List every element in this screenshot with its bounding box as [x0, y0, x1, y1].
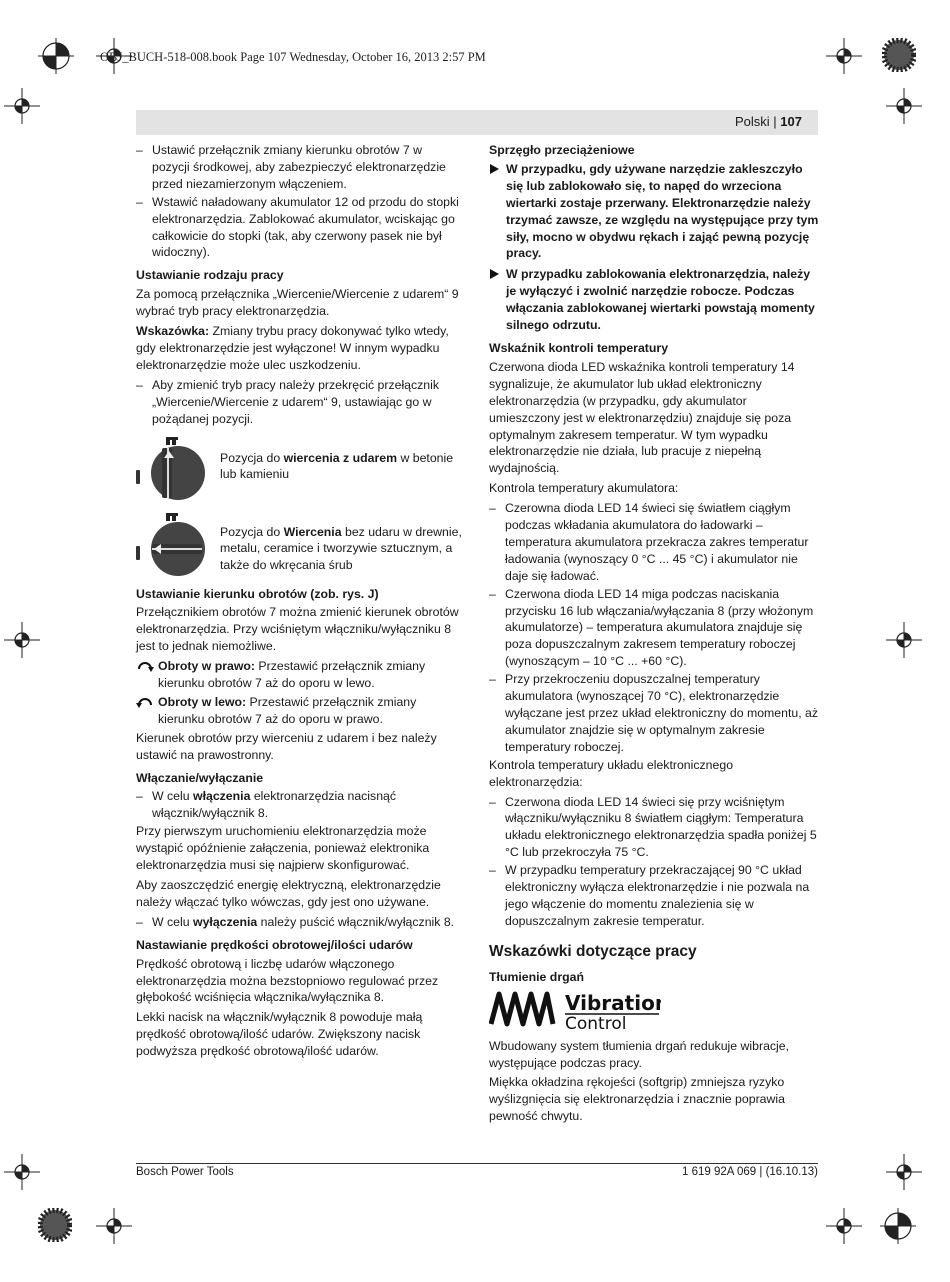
paragraph: Prędkość obrotową i liczbę udarów włączonego elektronarzędzia można bezstopniowo regulować przez głębokość wciśnięcia włącznika/wyłącznika 8.: [136, 956, 439, 1005]
registration-mark-right-upper: [886, 88, 922, 124]
svg-text:Vibration: Vibration: [565, 990, 661, 1015]
arrow-bullet-icon: [490, 164, 499, 174]
dial-drill-text: Pozycja do Wiercenia bez udaru w drewnie, metalu, ceramice i tworzywie sztucznym, a także do wkręcania śrub: [220, 524, 462, 573]
footer-brand: Bosch Power Tools: [136, 1166, 234, 1178]
arrow-bullet-icon: [490, 269, 499, 279]
section-heading: Tłumienie drgań: [489, 969, 584, 984]
registration-mark-bottom-far-right: [880, 1208, 916, 1244]
header-language: Polski: [735, 114, 770, 129]
paragraph: Przełącznikiem obrotów 7 można zmienić kierunek obrotów elektronarzędzia. Przy wciśniętym włączniku/wyłączniku 8 jest to jednak niemożliwe.: [136, 605, 459, 654]
section-heading: Włączanie/wyłączanie: [136, 770, 264, 785]
registration-mark-bottom-center: [96, 1208, 132, 1244]
section-heading: Nastawianie prędkości obrotowej/ilości udarów: [136, 937, 413, 952]
dial-drill-icon: [136, 512, 216, 580]
registration-mark-right-lower: [886, 1154, 922, 1190]
paragraph: Lekki nacisk na włącznik/wyłącznik 8 powoduje małą prędkość obrotową/ilość udarów. Zwiększony nacisk podwyższa prędkość obrotową/ilość udarów.: [136, 1010, 423, 1059]
registration-mark-left-lower: [4, 1154, 40, 1190]
page-number: 107: [780, 114, 802, 129]
section-heading: Ustawianie kierunku obrotów (zob. rys. J): [136, 586, 379, 601]
paragraph: Za pomocą przełącznika „Wiercenie/Wiercenie z udarem“ 9 wybrać tryb pracy elektronarzędzia.: [136, 287, 459, 319]
star-target-top-right: [882, 38, 916, 72]
registration-mark-top-right: [826, 38, 862, 74]
footer-rule: [136, 1163, 818, 1164]
paragraph: Kontrola temperatury układu elektronicznego elektronarzędzia:: [489, 757, 734, 789]
section-heading: Wskaźnik kontroli temperatury: [489, 340, 669, 355]
list-item: – Czerwona dioda LED 14 świeci się przy wciśniętym włączniku/wyłączniku 8 światłem ciągłym: Temperatura układu elektronicznego elektronarzędzia spadła poniżej 5 °C lub przekroczyła 75 °C.: [489, 794, 819, 862]
svg-text:Control: Control: [565, 1013, 627, 1030]
dial-drilling: [136, 512, 462, 580]
list-item: – W przypadku temperatury przekraczającej 90 °C układ elektroniczny wyłącza elektronarzędzie i nie pozwala na jego włączenie do momentu znalezienia się w dopuszczalnym zakresie temperatur.: [489, 862, 819, 930]
list-item: – Aby zmienić tryb pracy należy przekręcić przełącznik „Wiercenie/Wiercenie z udarem“ 9, ustawiając go w pożądanej pozycji.: [136, 377, 462, 428]
note-label: Wskazówka:: [136, 324, 210, 339]
dial-impact-text: Pozycja do wiercenia z udarem w betonie lub kamieniu: [220, 450, 454, 482]
list-item: – Przy przekroczeniu dopuszczalnej temperatury akumulatora (wynoszącej 70 °C), elektronarzędzie wyłączane jest przez układ elektroniczny do momentu, aż akumulator znajdzie się w optymalnym zakresie temperatury roboczej.: [489, 671, 819, 756]
vibration-control-logo: [489, 990, 819, 1030]
paragraph: Przy pierwszym uruchomieniu elektronarzędzia może wystąpić opóźnienie załączenia, ponieważ elektronika elektronarzędzia musi się najpierw skonfigurować.: [136, 824, 430, 873]
page-header: [136, 110, 818, 135]
rotation-left-item: Obroty w lewo: Przestawić przełącznik zmiany kierunku obrotów 7 aż do oporu w prawo.: [136, 694, 462, 728]
paragraph: Aby zaoszczędzić energię elektryczną, elektronarzędzie należy włączać tylko wówczas, gdy jest ono używane.: [136, 878, 441, 909]
warning-item: W przypadku zablokowania elektronarzędzia, należy je wyłączyć i zwolnić narzędzie robocze. Podczas włączania zablokowanej wiertarki powstają momenty silnego odrzutu.: [489, 266, 819, 334]
list-item: – W celu włączenia elektronarzędzia nacisnąć włącznik/wyłącznik 8.: [136, 788, 462, 822]
note-text: Zmiany trybu pracy dokonywać tylko wtedy, gdy elektronarzędzie jest wyłączone! W innym wypadku elektronarzędzie może ulec uszkodzeniu.: [136, 324, 449, 372]
right-column: [489, 142, 819, 1128]
footer-doc-number: 1 619 92A 069 | (16.10.13): [682, 1166, 818, 1178]
registration-mark-left-middle: [4, 622, 40, 658]
rotation-right-item: Obroty w prawo: Przestawić przełącznik zmiany kierunku obrotów 7 aż do oporu w lewo.: [136, 658, 462, 692]
star-target-bottom-left: [38, 1208, 72, 1242]
registration-mark-top-left: [38, 38, 74, 74]
list-item: – W celu wyłączenia należy puścić włącznik/wyłącznik 8.: [136, 914, 462, 931]
dial-impact-icon: [136, 436, 216, 504]
paragraph: Wbudowany system tłumienia drgań redukuje wibracje, występujące podczas pracy.: [489, 1038, 790, 1070]
dial-impact-drilling: [136, 436, 462, 504]
paragraph: Kierunek obrotów przy wierceniu z udarem i bez należy ustawić na prawostronny.: [136, 730, 437, 762]
section-heading: Sprzęgło przeciążeniowe: [489, 143, 635, 157]
list-item: – Czerwona dioda LED 14 miga podczas naciskania przycisku 16 lub włączania/wyłączania 8 (przy włożonym akumulatorze) – temperatura akumulatora znajduje się poza dopuszczalnym zakresem temperatury roboczej (wynoszącym – 10 °C ... +60 °C).: [489, 586, 819, 671]
intro-item: – Wstawić naładowany akumulator 12 od przodu do stopki elektronarzędzia. Zablokować akumulator, wciskając go całkowicie do stopki (tak, aby czerwony pasek nie był widoczny).: [136, 194, 462, 262]
header-label: Polski | 107: [735, 114, 802, 129]
note-paragraph: [136, 323, 462, 374]
registration-mark-bottom-right: [826, 1208, 862, 1244]
registration-mark-right-middle: [886, 622, 922, 658]
list-item: – Czerowna dioda LED 14 świeci się światłem ciągłym podczas wkładania akumulatora do ładowarki – temperatura akumulatora przekracza zakres temperatur ładowania (wynoszący 0 °C ... 45 °C) i akumulator nie daje się ładować.: [489, 500, 819, 585]
registration-mark-left-upper: [4, 88, 40, 124]
warning-item: W przypadku, gdy używane narzędzie zakleszczyło się lub zablokowało się, to napęd do wrzeciona wiertarki zostaje przerwany. Elektronarzędzie należy trzymać zawsze, ze względu na występujące przy tym siły, mocno w obydwu rękach i zająć pewną pozycję pracy.: [489, 161, 819, 262]
section-heading: Ustawianie rodzaju pracy: [136, 268, 284, 283]
counterclockwise-arrow-icon: [136, 695, 154, 709]
chapter-heading: Wskazówki dotyczące pracy: [489, 942, 697, 960]
intro-item: – Ustawić przełącznik zmiany kierunku obrotów 7 w pozycji środkowej, aby zabezpieczyć elektronarzędzie przed niezamierzonym włączeniem.: [136, 142, 462, 193]
clockwise-arrow-icon: [136, 659, 154, 673]
paragraph: Miękka okładzina rękojeści (softgrip) zmniejsza ryzyko wyślizgnięcia się elektronarzędzia i znacznie poprawia pewność chwytu.: [489, 1075, 785, 1124]
paragraph: Kontrola temperatury akumulatora:: [489, 481, 679, 496]
paragraph: Czerwona dioda LED wskaźnika kontroli temperatury 14 sygnalizuje, że akumulator lub układ elektroniczny elektronarzędzia (w przypadku, gdy akumulator umieszczony jest w elektronarzędziu) znajduje się poza optymalnym zakresem temperatur. W tym wypadku elektronarzędzie nie działa, lub pracuje z niepełną wydajnością.: [489, 359, 795, 476]
print-slug: OBJ_BUCH-518-008.book Page 107 Wednesday, October 16, 2013 2:57 PM: [100, 50, 486, 64]
left-column: [136, 142, 462, 1063]
